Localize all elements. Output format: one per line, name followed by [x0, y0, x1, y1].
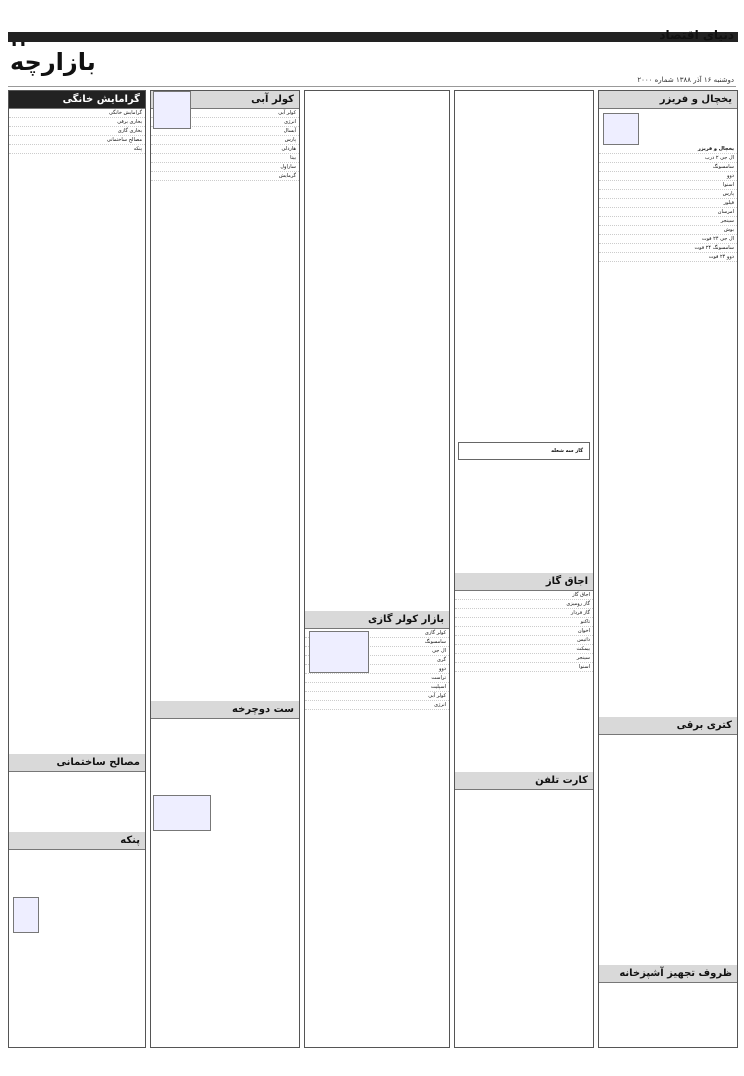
list-item: کولر آبی — [305, 692, 449, 701]
list-item: تراست — [305, 674, 449, 683]
list-item: ساراول — [151, 163, 299, 172]
column-title: گرامایش خانگی — [9, 91, 145, 109]
column-subtitle: کتری برقی — [599, 717, 737, 735]
header-rule — [8, 86, 736, 87]
list-item: اسنوا — [599, 181, 737, 190]
list-item: سینجر — [455, 654, 593, 663]
list-item: اجاق گاز — [455, 591, 593, 600]
list-item: ال جی — [305, 647, 449, 656]
list-item: سینجر — [599, 217, 737, 226]
list-item: پارس — [599, 190, 737, 199]
list-item: امرسان — [599, 208, 737, 217]
column-coolers — [150, 90, 300, 1048]
list-item: اسپلیت — [305, 683, 449, 692]
fridge-image — [603, 113, 639, 145]
list-item: مصالح ساختمانی — [9, 136, 145, 145]
list-item: اخوان — [455, 627, 593, 636]
column-title: یخچال و فریزر — [599, 91, 737, 109]
list-item: دوو ۲۴ فوت — [599, 253, 737, 262]
notice-title: گاز سه شعله — [551, 448, 583, 454]
list-item: بیمکث — [455, 645, 593, 654]
list-item: تاکنو — [455, 618, 593, 627]
header-bar — [8, 32, 738, 42]
issue-line: دوشنبه ۱۶ آذر ۱۳۸۸ شماره ۲۰۰۰ — [637, 76, 734, 84]
list-item: فیلور — [599, 199, 737, 208]
section-title: بازارچه — [10, 48, 96, 76]
list-item: پارس — [151, 136, 299, 145]
column-refrigerators — [598, 90, 738, 1048]
list-item: گرمایش — [151, 172, 299, 181]
list-item: هاردلی — [151, 145, 299, 154]
list-item: داتیس — [455, 636, 593, 645]
brand-logo-text: دنیای اقتصاد — [659, 28, 734, 42]
column-air-conditioners — [304, 90, 450, 1048]
list-item: بیتا — [151, 154, 299, 163]
list-item: آبسال — [151, 127, 299, 136]
column-title: بازار کولر گازی — [305, 611, 449, 629]
column-subtitle: ظروف تجهیز آشپزخانه — [599, 965, 737, 983]
column-heating — [8, 90, 146, 1048]
list-item: گاز رومیزی — [455, 600, 593, 609]
list-item: ال جی ۲ درب — [599, 154, 737, 163]
list-item: بخاری گازی — [9, 127, 145, 136]
list-item: کولر گازی — [305, 629, 449, 638]
air-conditioner-image — [309, 631, 369, 673]
list-item: انرژی — [305, 701, 449, 710]
list-item: گاز فردار — [455, 609, 593, 618]
list-item: سامسونگ — [599, 163, 737, 172]
column-gas-stoves — [454, 90, 594, 1048]
column-title: کولر آبی — [151, 91, 299, 109]
column-subtitle: مصالح ساختمانی — [9, 754, 145, 772]
list-item: بخاری برقی — [9, 118, 145, 127]
cooler-image — [153, 91, 191, 129]
list-item: دوو — [599, 172, 737, 181]
list-item: انرژی — [151, 118, 299, 127]
list-item: سامسونگ — [305, 638, 449, 647]
fan-image — [13, 897, 39, 933]
list-item: گرامایش خانگی — [9, 109, 145, 118]
list-item: دوو — [305, 665, 449, 674]
list-item: اسنوا — [455, 663, 593, 672]
list-item: سامسونگ ۲۴ فوت — [599, 244, 737, 253]
column-subtitle: کارت تلفن — [455, 772, 593, 790]
list-item: گری — [305, 656, 449, 665]
list-item: ال جی ۲۴ فوت — [599, 235, 737, 244]
notice-box — [458, 442, 590, 460]
list-item: کولر آبی — [151, 109, 299, 118]
column-subtitle: پنکه — [9, 832, 145, 850]
column-subtitle: اجاق گاز — [455, 573, 593, 591]
column-subtitle: ست دوچرخه — [151, 701, 299, 719]
list-item: بوش — [599, 226, 737, 235]
list-item: پنکه — [9, 145, 145, 154]
list-item: یخچال و فریزر — [599, 145, 737, 154]
bicycle-image — [153, 795, 211, 831]
